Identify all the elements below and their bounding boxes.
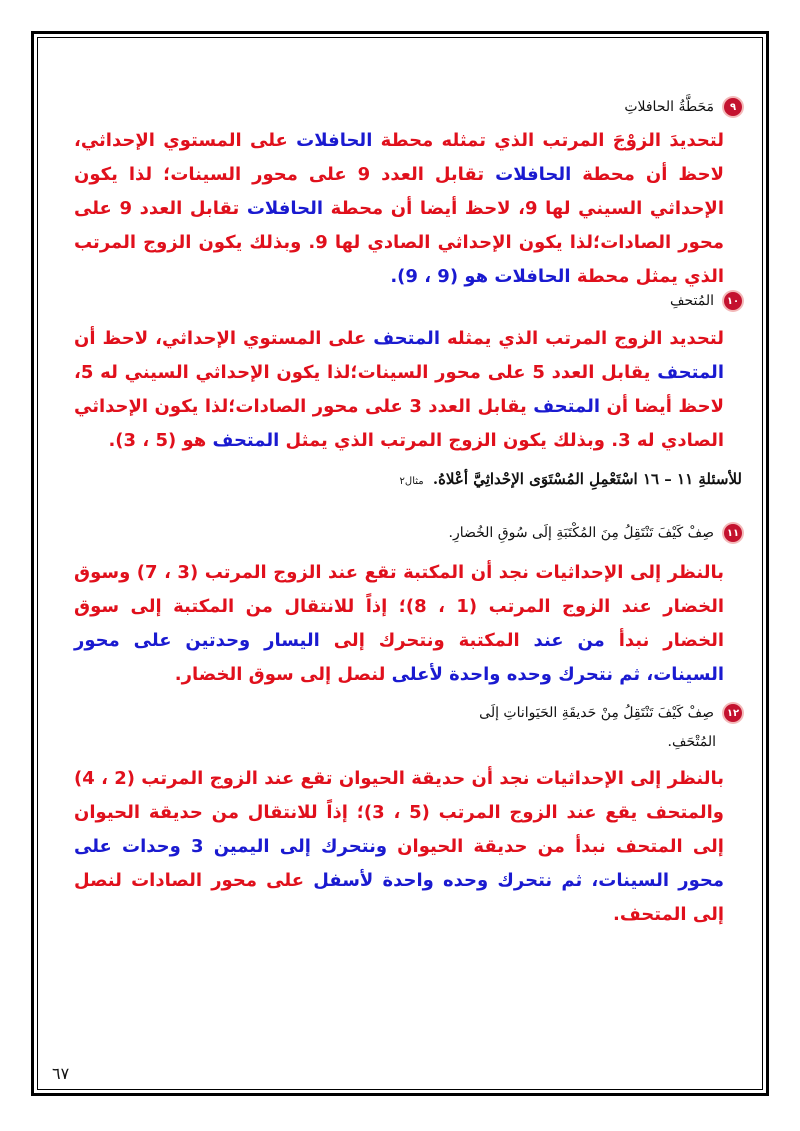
question-10-title: المُتحفِ [669,293,714,309]
question-11-title: صِفْ كَيْفَ تَنْتَقِلُ مِنَ المُكْتَبَةِ إلَى سُوقِ الخُضارِ. [448,525,714,541]
question-number-badge: ٩ [724,98,742,116]
question-12-heading [479,704,742,722]
answer-text-run: الحافلات [246,198,324,219]
page-number: ٦٧ [52,1064,70,1083]
answer-text-run: على المستوي الإحداثي، لاحظ أن [74,328,374,349]
answer-text-run: المتحف [373,328,440,349]
section-header-text: للأسئلةِ ١١ – ١٦ اسْتَعْمِلِ المُسْتَوَى الإحْداثِيَّ أعْلاهُ. [432,470,742,488]
answer-text-run: اليسار وحدتين على محور السينات، ثم نتحرك وحده واحدة لأعلى [74,630,724,685]
answer-text-run: يقابل العدد 5 على محور السينات؛لذا يكون الإحداثي السيني له 5، لاحظ أيضا أن [74,362,724,417]
answer-text-run: على محور الصادات لنصل إلى المتحف. [74,870,724,925]
question-11-heading [449,524,743,542]
answer-text-run: بالنظر إلى الإحداثيات نجد أن حديقة الحيوان تقع عند الزوج المرتب (2 ، 4) والمتحف يقع عند الزوج المرتب (5 ، 3)؛ إذاً للانتقال من حديقة الحيوان إلى المتحف نبدأ من حديقة الحيوان [74,768,724,857]
question-12-title-line2: المُتْحَفِ. [667,734,716,750]
question-number-badge: ١٢ [724,704,742,722]
answer-text-run: المتحف [533,396,601,417]
answer-12 [74,762,724,932]
answer-text-run: الحافلات [495,164,572,185]
answer-text-run: الحافلات هو (9 ، 9). [390,266,571,287]
answer-text-run: تقابل العدد 9 على محور الصادات؛لذا يكون الإحداثي الصادي لها 9. [74,198,724,253]
question-12-title-line1: صِفْ كَيْفَ تَنْتَقِلُ مِنْ حَديقَةِ الحَيَواناتِ إلَى [479,705,714,721]
answer-text-run: المكتبة ونتحرك إلى [319,630,534,651]
answer-text-run: الحافلات [296,130,373,151]
section-example-ref: مثال٢ [399,476,424,487]
question-number-badge: ١٠ [724,292,742,310]
question-9-title: مَحَطَّةُ الحافلاتِ [624,99,714,115]
answer-text-run: هو (5 ، 3). [108,430,213,451]
answer-11 [74,556,724,692]
answer-text-run: المتحف [212,430,280,451]
question-12-heading-cont [668,734,716,750]
answer-text-run: لتحديد الزوج المرتب الذي يمثله [440,328,725,349]
answer-text-run: على المستوي الإحداثي، لاحظ أن محطة [74,130,724,185]
answer-9 [74,124,724,294]
answer-text-run: المتحف [657,362,724,383]
answer-text-run: وبذلك يكون الزوج المرتب الذي يمثل محطة [74,232,724,287]
answer-text-run: لتحديدَ الزوْجَ المرتب الذي تمثله محطة [372,130,724,151]
section-header [400,470,742,488]
answer-text-run: بالنظر إلى الإحداثيات نجد أن المكتبة تقع عند الزوج المرتب (3 ، 7) وسوق الخضار عند الزوج المرتب (1 ، 8)؛ إذاً للانتقال من المكتبة إلى سوق الخضار نبدأ [74,562,725,651]
question-9-heading [624,98,742,116]
answer-text-run: ونتحرك إلى اليمين 3 وحدات على محور السينات، ثم نتحرك وحده واحدة لأسفل [74,836,724,891]
answer-10 [74,322,724,458]
answer-text-run: لنصل إلى سوق الخضار. [174,664,392,685]
question-number-badge: ١١ [724,524,742,542]
question-10-heading [670,292,742,310]
answer-text-run: تقابل العدد 9 على محور السينات؛ لذا يكون الإحداثي السيني لها 9، لاحظ أيضا أن محطة [74,164,724,219]
answer-text-run: من عند [533,630,605,651]
answer-text-run: يقابل العدد 3 على محور الصادات؛لذا يكون الإحداثي الصادي له 3. وبذلك يكون الزوج المرتب الذي يمثل [74,396,724,451]
